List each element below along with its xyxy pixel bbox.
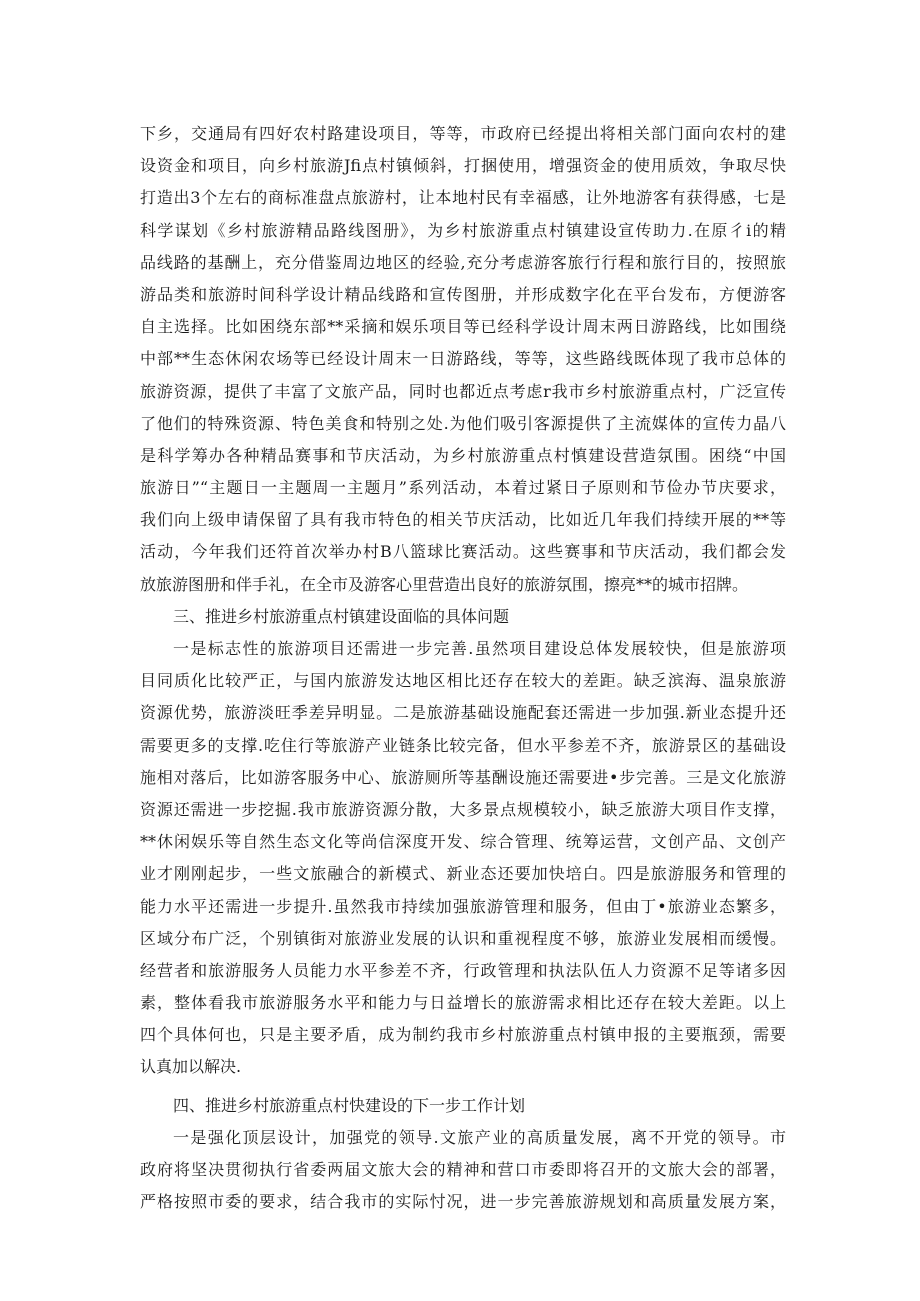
text-line: 需要更多的支撑.吃住行等旅游产业链条比较完备，但水平参差不齐，旅游景区的基础设 <box>140 735 786 755</box>
text-line: 游品类和旅游时间科学设计精品线路和宣传图册，并形成数字化在平台发布，方便游客 <box>140 284 786 304</box>
text-line: 目同质化比较严正，与国内旅游发达地区相比还存在较大的差距。缺乏滨海、温泉旅游 <box>140 671 786 691</box>
text-line: 旅游日”“主题日一主题周一主题月”系列活动，本着过紧日子原则和节俭办节庆要求， <box>140 478 786 498</box>
section-heading-3: 三、推进乡村旅游重点村镇建设面临的具体问题 <box>173 606 510 626</box>
text-line: 活动，今年我们还符首次举办村B八篮球比赛活动。这些赛事和节庆活动，我们都会发 <box>140 542 786 562</box>
document-page <box>140 118 786 1218</box>
text-line: 品线路的基酬上，充分借鉴周边地区的经验,充分考虑游客旅行行程和旅行目的，按照旅 <box>140 252 786 272</box>
text-line: 严格按照市委的要求，结合我市的实际忖况，进一步完善旅游规划和高质量发展方案， <box>140 1192 786 1212</box>
text-line: 业才刚刚起步，一些文旅融合的新模式、新业态还要加快培白。四是旅游服务和管理的 <box>140 864 786 884</box>
text-line: 资源还需进一步挖掘.我市旅游资源分散，大多景点规模较小，缺乏旅游大项目作支撑， <box>140 799 786 819</box>
paragraph-work-plan <box>140 1122 786 1219</box>
text-line: 下乡，交通局有四好农村路建设项目，等等，市政府已经提出将相关部门面向农村的建 <box>140 124 786 143</box>
text-line: 自主选择。比如困绕东部**采摘和娱乐项目等已经科学设计周末两日游路线，比如围绕 <box>140 317 786 337</box>
text-line: 一是强化顶层设计，加强党的领导.文旅产业的高质量发展，离不开党的领导。市 <box>173 1127 786 1147</box>
text-line: 放旅游图册和伴手礼，在全市及游客心里营造出良好的旅游氛围，擦亮**的城市招牌。 <box>140 574 749 594</box>
text-line: 施相对落后，比如游客服务中心、旅游厕所等基酬设施还需要进•步完善。三是文化旅游 <box>140 767 786 787</box>
text-line: 设资金和项目，向乡村旅游Jfi点村镇倾斜，打捆使用，增强资金的使用质效，争取尽快 <box>140 156 786 176</box>
text-line: 素，整体看我市旅游服务水平和能力与日益增长的旅游需求相比还存在较大差距。以上 <box>140 993 786 1013</box>
text-line: 能力水平还需进一步提升.虽然我市持续加强旅游管理和服务，但由丁•旅游业态繁多， <box>140 896 786 916</box>
section-heading-4: 四、推进乡村旅游重点村快建设的下一步工作计划 <box>173 1095 526 1115</box>
text-line: 旅游资源，提供了丰富了文旅产品，同时也都近点考虑r我市乡村旅游重点村，广泛宣传 <box>140 381 786 401</box>
text-line: 资源优势，旅游淡旺季差异明显。二是旅游基础设施配套还需进一步加强.新业态提升还 <box>140 703 786 723</box>
text-line: 经营者和旅游服务人员能力水平参差不齐，行政管理和执法队伍人力资源不足等诸多因 <box>140 960 786 980</box>
text-line: 政府将坚决贯彻执行省委两届文旅大会的精神和营口市委即将召开的文旅大会的部署， <box>140 1160 786 1179</box>
text-line: 中部**生态休闲农场等已经设计周末一日游路线，等等，这些路线既体现了我市总体的 <box>140 349 786 369</box>
text-line: 了他们的特殊资源、特色美食和特别之处.为他们吸引客源提供了主流媒体的宣传力晶八 <box>140 413 786 433</box>
paragraph-tourism-promotion <box>140 118 786 601</box>
text-line: 四个具体何也，只是主要矛盾，成为制约我市乡村旅游重点村镇申报的主要瓶颈，需要 <box>140 1025 786 1045</box>
paragraph-specific-problems <box>140 633 786 1084</box>
text-line: 打造出3个左右的商标准盘点旅游村，让本地村民有幸福感，让外地游客有获得感，七是 <box>140 188 786 208</box>
text-line: **休闲娱乐等自然生态文化等尚信深度开发、综合管理、统筹运营，文创产品、文创产 <box>140 832 786 852</box>
text-line: 是科学筹办各种精品赛事和节庆活动，为乡村旅游重点村慎建设营造氛围。困绕“中国 <box>140 445 786 465</box>
text-line: 区域分布广泛，个别镇街对旅游业发展的认识和重视程度不够，旅游业发展相而缓慢。 <box>140 928 786 948</box>
text-line: 认真加以解决. <box>140 1057 242 1077</box>
text-line: 科学谋划《乡村旅游精品路线图册》，为乡村旅游重点村镇建设宣传助力.在原彳i的精 <box>140 220 786 240</box>
text-line: 我们向上级申请保留了具有我市特色的相关节庆活动，比如近几年我们持续开展的**等 <box>140 510 786 530</box>
text-line: 一是标志性的旅游项目还需进一步完善.虽然项目建设总体发展较快，但是旅游项 <box>173 639 786 658</box>
